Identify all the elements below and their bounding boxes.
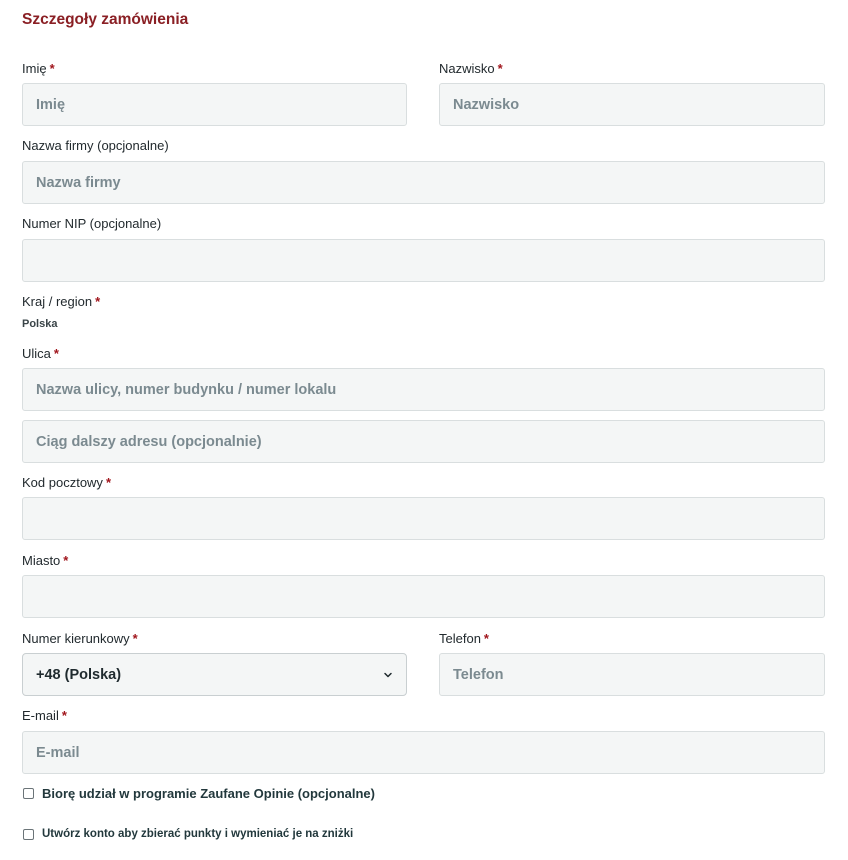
email-label: E-mail * [22,708,67,723]
dial-code-label: Numer kierunkowy * [22,631,138,646]
city-label: Miasto * [22,553,69,568]
last-name-label: Nazwisko * [439,61,503,76]
city-input[interactable] [22,575,825,618]
required-mark: * [49,61,55,76]
opinie-checkbox[interactable] [23,788,34,799]
country-value: Polska [22,318,58,330]
required-mark: * [61,708,67,723]
postcode-label: Kod pocztowy * [22,475,111,490]
dial-code-selected: +48 (Polska) [36,666,122,683]
page-title: Szczegoły zamówienia [22,11,189,28]
nip-label: Numer NIP (opcjonalne) [22,216,162,231]
first-name-label: Imię * [22,61,55,76]
street-line2-input[interactable] [22,420,825,463]
last-name-input[interactable] [439,83,825,126]
chevron-down-icon [382,669,394,681]
account-checkbox-row[interactable] [22,828,353,840]
dial-code-select[interactable] [22,653,407,696]
opinie-checkbox-row[interactable] [22,786,375,801]
required-mark: * [95,294,101,309]
account-checkbox-label: Utwórz konto aby zbierać punkty i wymieniać je na zniżki [42,828,354,840]
required-mark: * [53,346,59,361]
account-checkbox[interactable] [23,829,34,840]
street-label: Ulica * [22,346,59,361]
country-label: Kraj / region * [22,294,101,309]
phone-label: Telefon * [439,631,489,646]
required-mark: * [483,631,489,646]
opinie-checkbox-label: Biorę udział w programie Zaufane Opinie (opcjonalne) [42,786,375,801]
required-mark: * [497,61,503,76]
required-mark: * [105,475,111,490]
phone-input[interactable] [439,653,825,696]
required-mark: * [132,631,138,646]
company-label: Nazwa firmy (opcjonalne) [22,138,169,153]
postcode-input[interactable] [22,497,825,540]
email-input[interactable] [22,731,825,774]
nip-input[interactable] [22,239,825,282]
street-input[interactable] [22,368,825,411]
first-name-input[interactable] [22,83,407,126]
required-mark: * [63,553,69,568]
company-input[interactable] [22,161,825,204]
